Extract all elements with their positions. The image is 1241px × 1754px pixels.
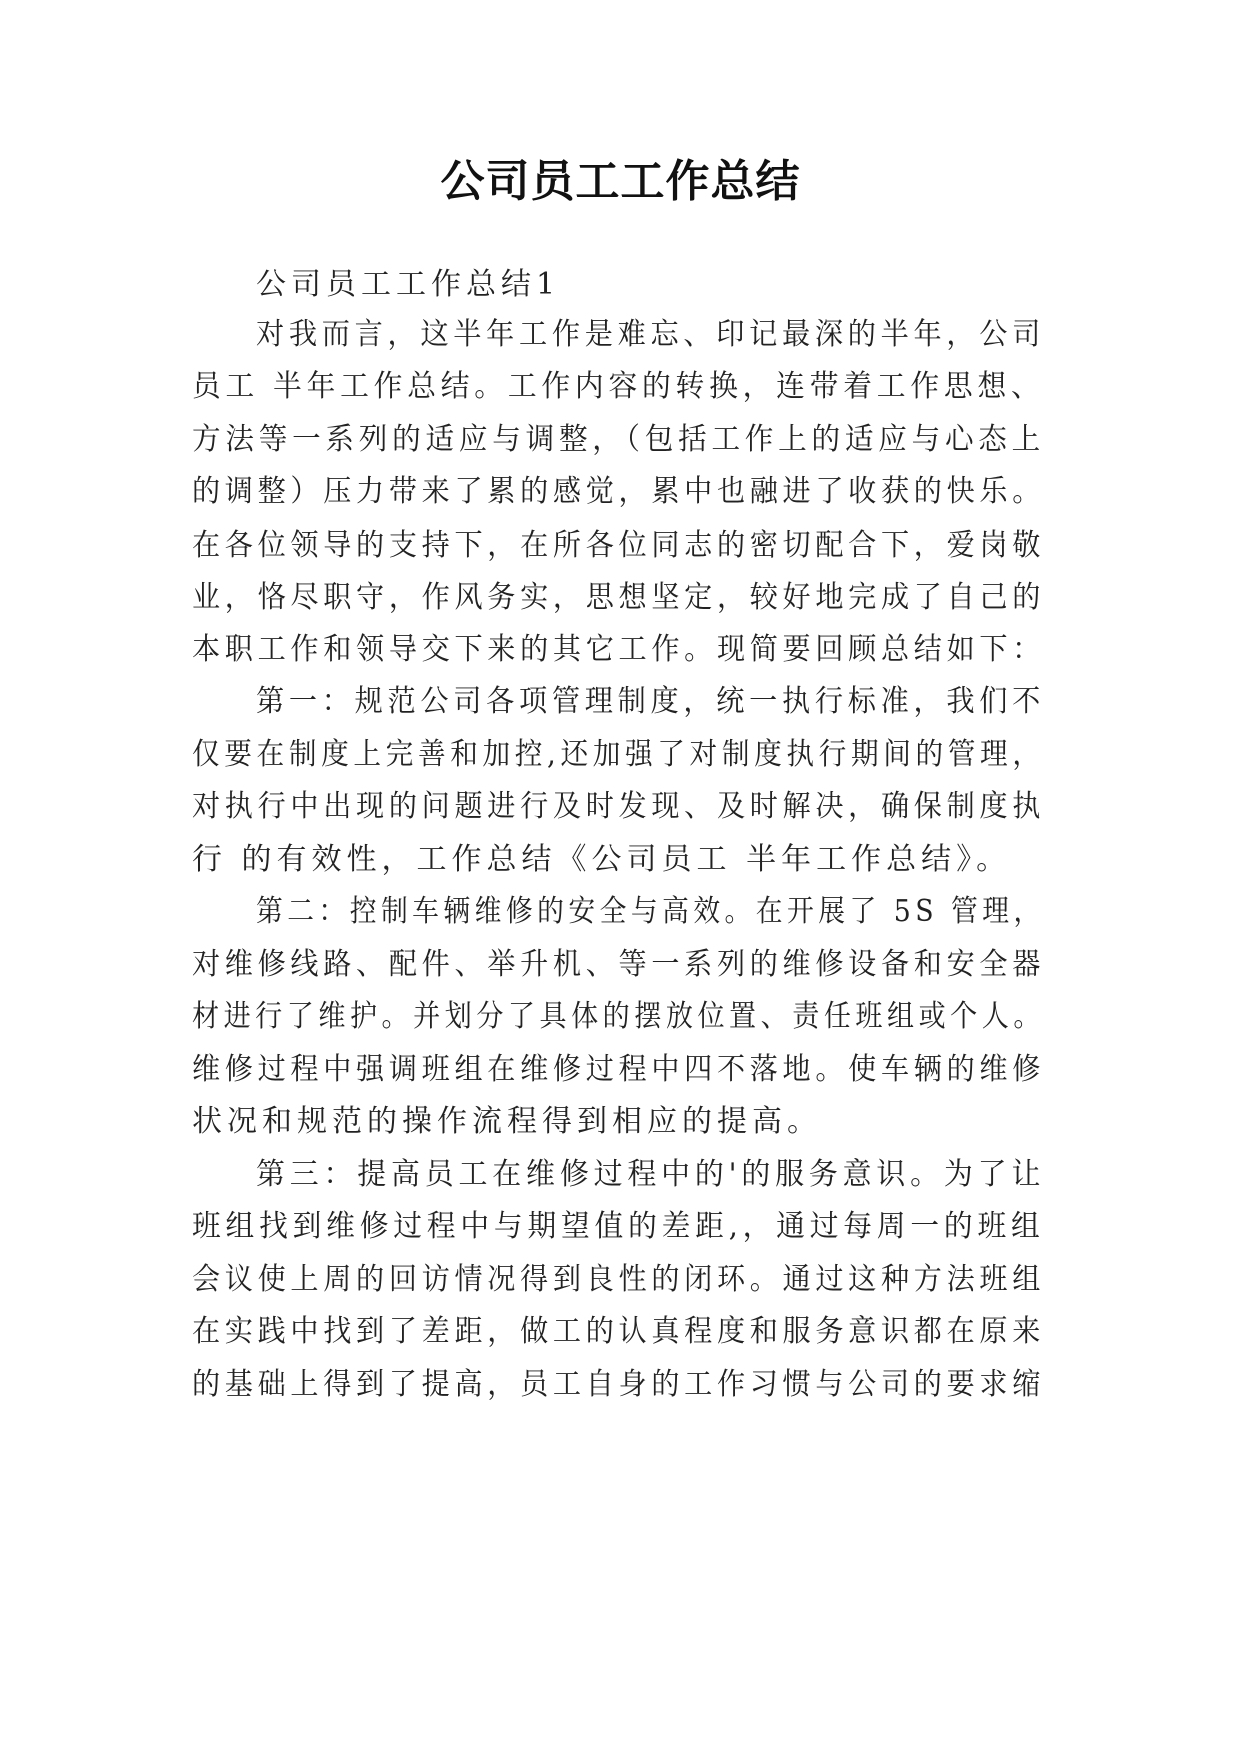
text-line: 方法等一系列的适应与调整，（包括工作上的适应与心态上	[192, 422, 1046, 457]
text-line: 在实践中找到了差距，做工的认真程度和服务意识都在原来	[192, 1314, 1046, 1349]
text-line: 对执行中出现的问题进行及时发现、及时解决，确保制度执	[192, 789, 1046, 824]
text-line: 本职工作和领导交下来的其它工作。现简要回顾总结如下：	[192, 632, 1046, 667]
text-line: 的基础上得到了提高，员工自身的工作习惯与公司的要求缩	[192, 1367, 1046, 1402]
text-line: 对我而言，这半年工作是难忘、印记最深的半年，公司	[256, 317, 1046, 352]
text-line: 会议使上周的回访情况得到良性的闭环。通过这种方法班组	[192, 1262, 1046, 1297]
text-line: 材进行了维护。并划分了具体的摆放位置、责任班组或个人。	[192, 999, 1045, 1034]
text-line: 维修过程中强调班组在维修过程中四不落地。使车辆的维修	[192, 1052, 1046, 1087]
text-line: 仅要在制度上完善和加控,还加强了对制度执行期间的管理，	[192, 737, 1045, 772]
section-heading: 公司员工工作总结1	[256, 267, 561, 302]
text-line: 第二：控制车辆维修的安全与高效。在开展了 5S 管理，	[256, 894, 1045, 929]
text-line: 班组找到维修过程中与期望值的差距,，通过每周一的班组	[192, 1209, 1045, 1244]
text-line: 在各位领导的支持下，在所各位同志的密切配合下，爱岗敬	[192, 528, 1046, 563]
text-line: 对维修线路、配件、举升机、等一系列的维修设备和安全器	[192, 947, 1046, 982]
text-line: 第一：规范公司各项管理制度，统一执行标准，我们不	[256, 684, 1046, 719]
text-line: 的调整）压力带来了累的感觉，累中也融进了收获的快乐。	[192, 474, 1046, 509]
text-line: 第三：提高员工在维修过程中的'的服务意识。为了让	[256, 1157, 1046, 1192]
text-line: 员工 半年工作总结。工作内容的转换，连带着工作思想、	[192, 369, 1045, 404]
text-line: 业，恪尽职守，作风务实，思想坚定，较好地完成了自己的	[192, 580, 1046, 615]
text-line: 状况和规范的操作流程得到相应的提高。	[192, 1104, 822, 1139]
document-title: 公司员工工作总结	[440, 156, 801, 207]
text-line: 行 的有效性，工作总结《公司员工 半年工作总结》。	[192, 842, 1012, 877]
